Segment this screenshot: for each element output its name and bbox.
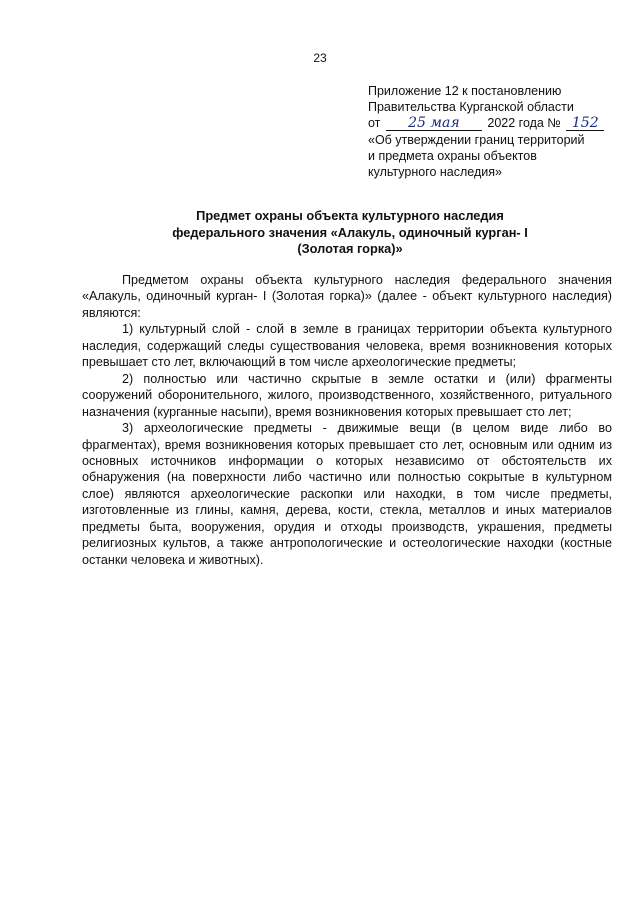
appendix-from-label: от [368,116,381,131]
appendix-header [368,83,618,180]
body-paragraph-item-3: 3) археологические предметы - движимые вещи (в целом виде либо во фрагментах), время возникновения которых превышает сто лет, основным или одним из основных источников информации о которых независимо от обстоятельств их обнаружения (на поверхности либо частично или полностью сокрытые в культурном слое) являются археологические раскопки или находки, в том числе предметы, изготовленные из глины, камня, дерева, кости, стекла, металлов и иных материалов предметы быта, вооружения, орудия и отходы производств, украшения, предметы религиозных культов, а также антропологические и остеологические находки (костные останки человека и животных). [82,421,612,567]
body-paragraph-intro: Предметом охраны объекта культурного наследия федерального значения «Алакуль, одиночный курган- I (Золотая горка)» (далее - объект культурного наследия) являются: [82,273,612,320]
page-number: 23 [313,51,327,65]
title-line-2: федерального значения «Алакуль, одиночный курган- I [172,224,528,240]
title-line-3: (Золотая горка)» [297,241,403,256]
appendix-line-5: и предмета охраны объектов [368,148,537,163]
appendix-date-line [368,115,618,131]
document-body [82,272,612,568]
appendix-year: 2022 года [487,116,544,131]
body-paragraph-item-2: 2) полностью или частично скрытые в земле остатки и (или) фрагменты сооружений оборонительного, жилого, производственного, хозяйственного, ритуального назначения (курганные насыпи), время возникновения которых превышает сто лет; [82,371,612,419]
title-line-1: Предмет охраны объекта культурного наследия [196,208,504,223]
appendix-line-1: Приложение 12 к постановлению [368,84,562,98]
appendix-line-6: культурного наследия» [368,165,502,180]
document-title [140,208,560,258]
body-paragraph-item-1: 1) культурный слой - слой в земле в границах территории объекта культурного наследия, содержащий следы существования человека, время возникновения которых превышает сто лет, включающий в том числе археологические предметы; [82,322,612,370]
appendix-line-4: «Об утверждении границ территорий [368,132,585,147]
handwritten-date: 25 мая [386,116,482,131]
handwritten-number: 152 [566,116,604,131]
appendix-line-2: Правительства Курганской области [368,100,574,115]
appendix-number-sign: № [547,116,561,131]
